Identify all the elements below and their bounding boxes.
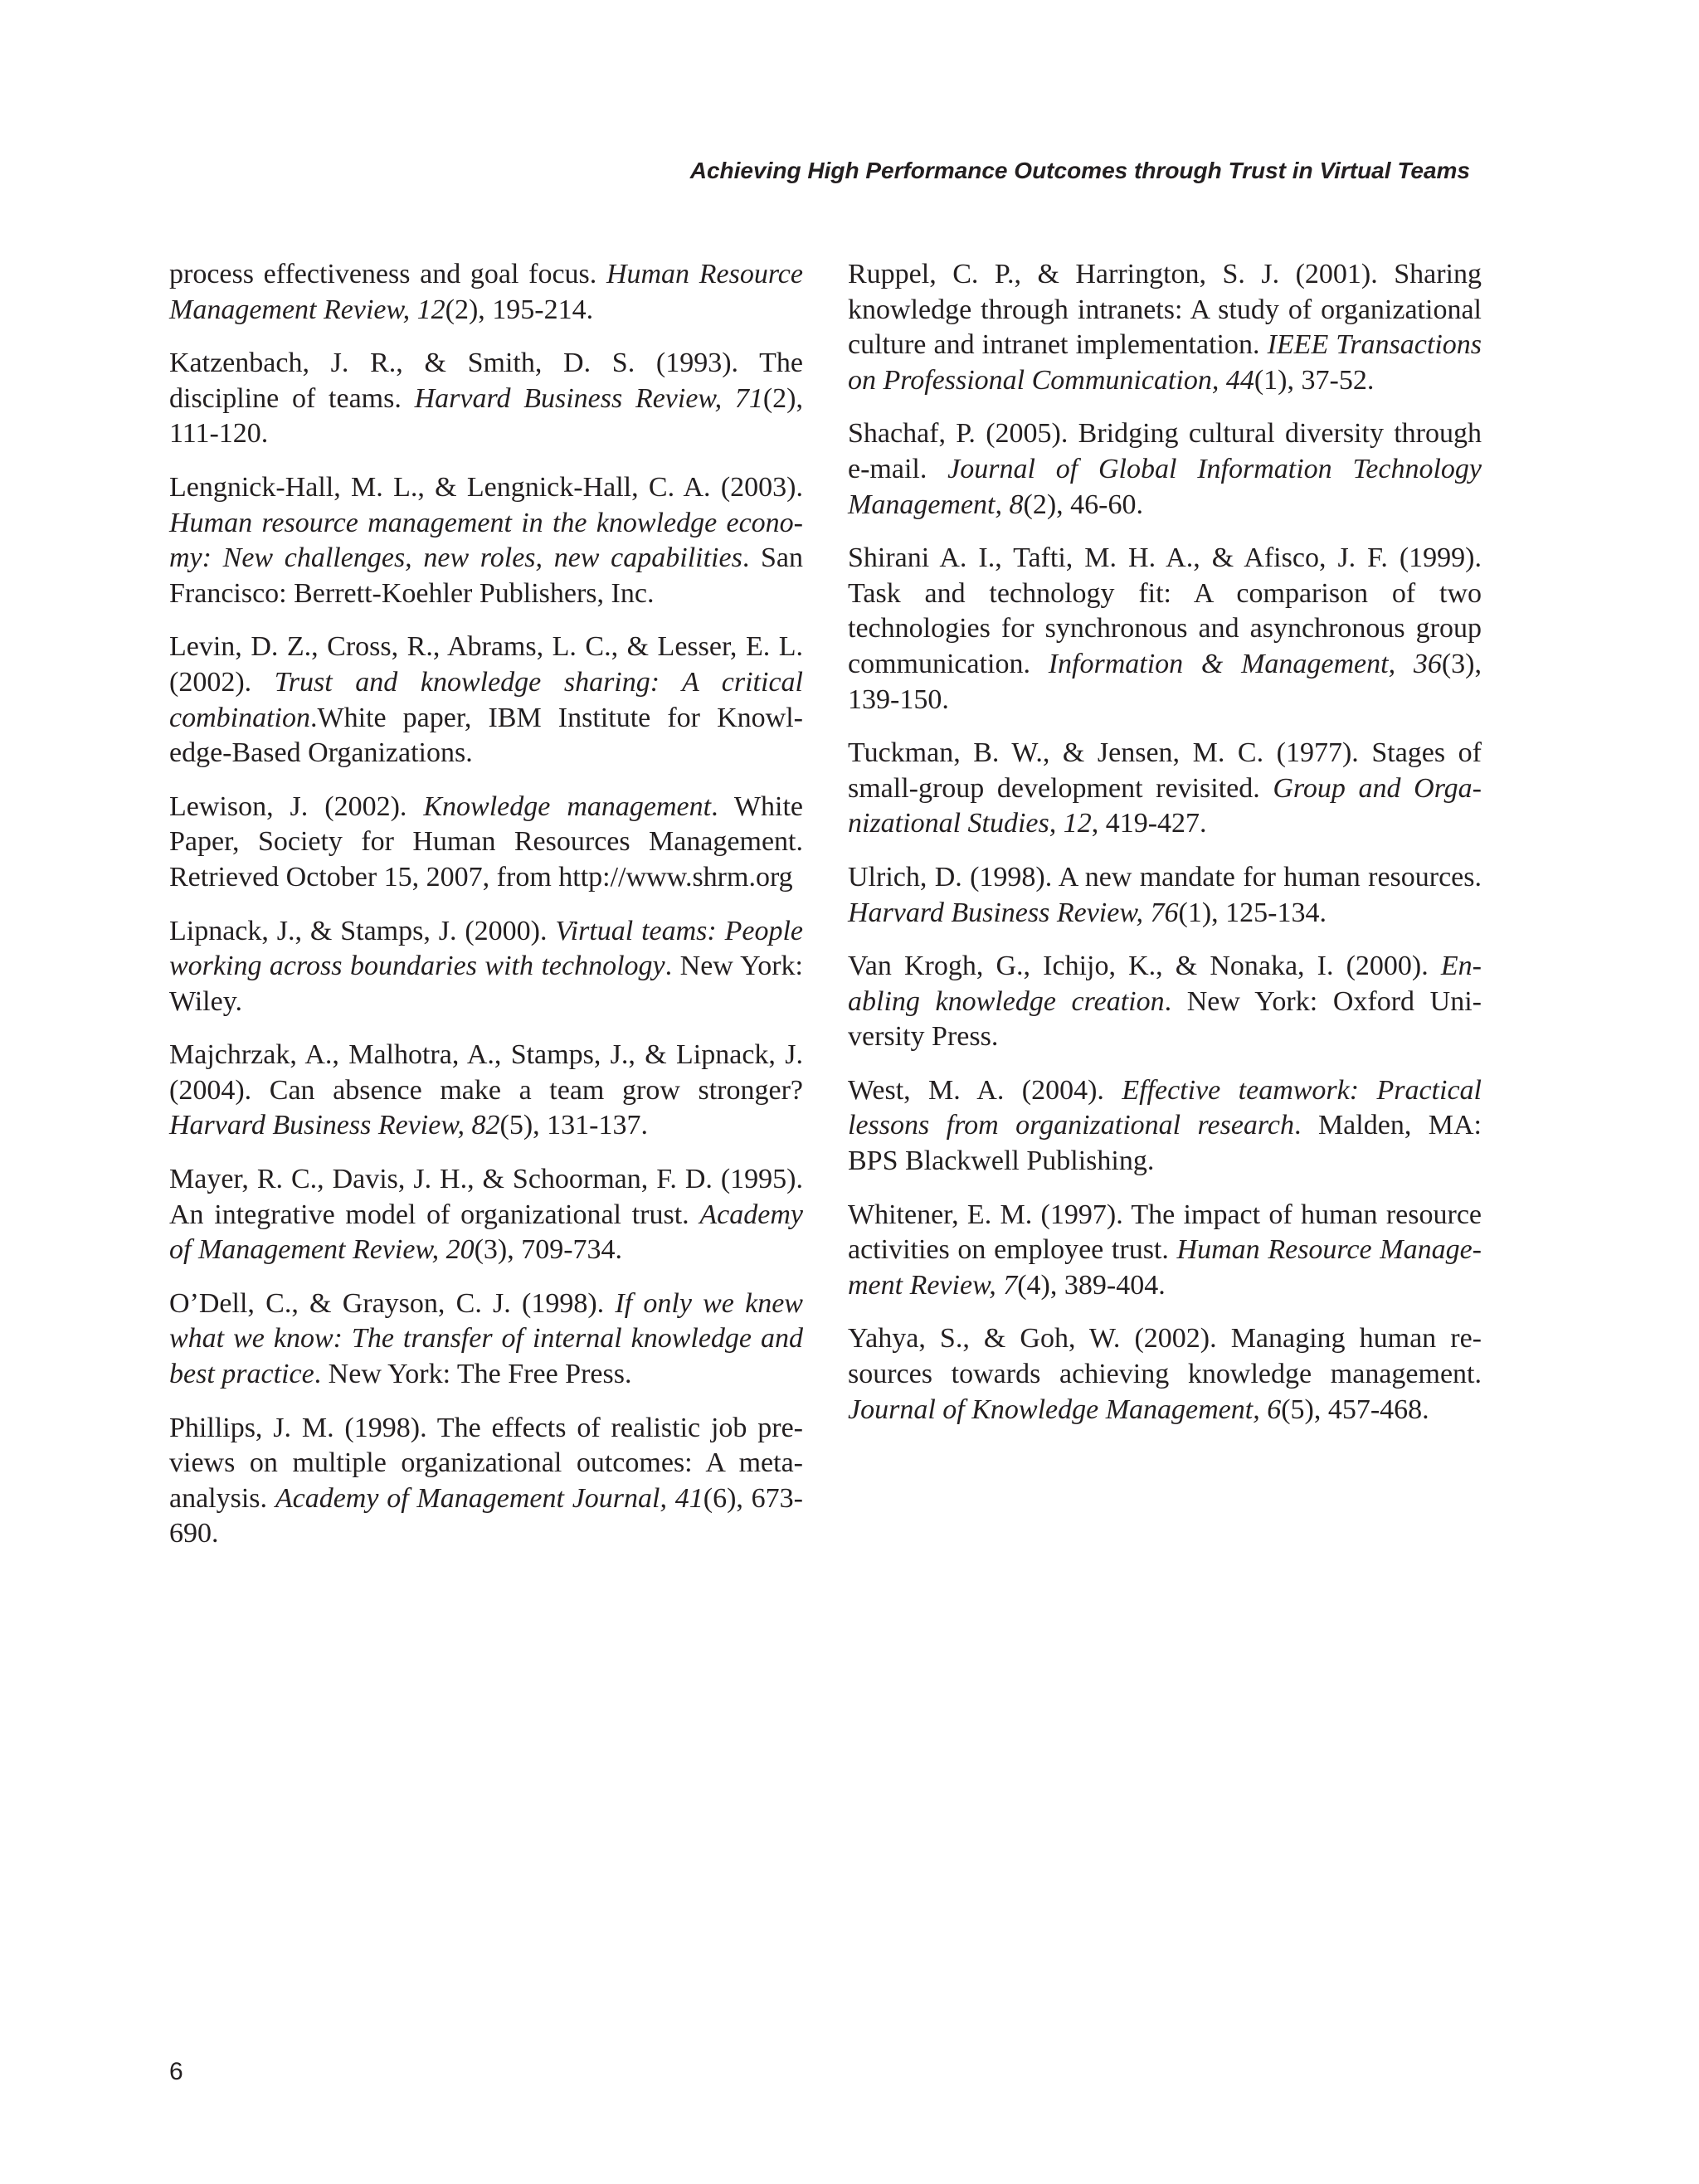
reference-source-italic: Academy of Management Journal, 41 [275, 1482, 703, 1514]
reference-text: (4), 389-404. [1017, 1269, 1166, 1301]
reference-text: (5), 131-137. [499, 1110, 648, 1141]
reference-text: O’Dell, C., & Grayson, C. J. (1998). [169, 1287, 616, 1319]
reference-text: . Malden, MA: BPS Blackwell Publishing. [848, 1110, 1482, 1177]
reference-text: Yahya, S., & Goh, W. (2002). Managing human resources towards achieving knowledge management. [848, 1323, 1482, 1390]
reference-text: (2), 195-214. [445, 294, 594, 325]
reference-entry [169, 346, 803, 452]
reference-text: (6), 673-690. [169, 1482, 803, 1549]
reference-source-italic: Group and Organizational Studies, 12 [848, 772, 1482, 839]
reference-text: . White Paper, Society for Human Resources Management. Retrieved October 15, 2007, from http://www.shrm.​org [169, 790, 803, 893]
reference-source-italic: Virtual teams: People working across boundaries with technology [169, 915, 803, 982]
reference-entry [848, 541, 1482, 717]
reference-text: West, M. A. (2004). [848, 1074, 1122, 1106]
reference-text: (5), 457-468. [1281, 1394, 1429, 1425]
reference-source-italic: Academy of Management Review, 20 [169, 1199, 803, 1266]
reference-entry [169, 630, 803, 771]
reference-text: Shirani A. I., Tafti, M. H. A., & Afisco, J. F. (1999). Task and technology fit: A comparison of two technologies for synchronous and asynchronous group communication. [848, 542, 1482, 679]
reference-source-italic: Human Resource Management Review, 12 [169, 259, 803, 325]
reference-source-italic: Knowledge management [423, 790, 712, 822]
reference-text: Shachaf, P. (2005). Bridging cultural diversity through e-mail. [848, 418, 1482, 484]
reference-text: Ulrich, D. (1998). A new mandate for human resources. [848, 861, 1482, 893]
reference-entry [848, 1321, 1482, 1428]
reference-entry [169, 470, 803, 611]
reference-source-italic: IEEE Transactions on Professional Communication, 44 [848, 329, 1482, 396]
reference-source-italic: Harvard Business Review, 76 [848, 897, 1179, 928]
reference-source-italic: Effective teamwork: Practical lessons from organizational research [848, 1074, 1482, 1141]
running-header: Achieving High Performance Outcomes through Trust in Virtual Teams [689, 158, 1470, 183]
reference-text: (2), 111-120. [169, 382, 803, 450]
reference-text: . New York: Wiley. [169, 951, 803, 1017]
reference-text: . New York: The Free Press. [314, 1359, 632, 1390]
reference-text: Levin, D. Z., Cross, R., Abrams, L. C., & Lesser, E. L. (2002). [169, 631, 803, 698]
reference-entry [169, 1038, 803, 1144]
reference-text: Majchrzak, A., Malhotra, A., Stamps, J., & Lipnack, J. (2004). Can absence make a team grow stronger? [169, 1039, 803, 1106]
reference-text: process effectiveness and goal focus. [169, 259, 606, 289]
reference-entry [848, 860, 1482, 931]
reference-text: Mayer, R. C., Davis, J. H., & Schoorman, F. D. (1995). An integrative model of organizational trust. [169, 1164, 803, 1230]
reference-entry [848, 949, 1482, 1055]
reference-source-italic: Human resource management in the knowledge economy: New challenges, new roles, new capabilities [169, 507, 803, 574]
reference-entry [848, 257, 1482, 398]
reference-text: Whitener, E. M. (1997). The impact of human resource activities on employee trust. [848, 1199, 1482, 1266]
reference-list-right-column [848, 257, 1482, 1446]
reference-list-left-column [169, 257, 803, 1570]
page-number: 6 [169, 2058, 183, 2085]
reference-entry [848, 736, 1482, 842]
reference-text: (3), 709-734. [474, 1234, 623, 1266]
reference-source-italic: Enabling knowledge creation [848, 951, 1482, 1017]
reference-text: Ruppel, C. P., & Harrington, S. J. (2001). Sharing knowledge through intranets: A study of organizational culture and intranet implementation. [848, 259, 1482, 361]
reference-entry [169, 257, 803, 328]
reference-entry [848, 416, 1482, 523]
reference-source-italic: Journal of Global Information Technology Management, 8 [848, 453, 1482, 520]
reference-text: . San Francisco: Berrett-Koehler Publishers, Inc. [169, 542, 804, 609]
reference-text: Lengnick-Hall, M. L., & Lengnick-Hall, C. A. (2003). [169, 471, 803, 503]
reference-source-italic: Information & Management, 36 [1048, 648, 1442, 679]
reference-entry [169, 1287, 803, 1393]
reference-entry [169, 1411, 803, 1552]
reference-entry [848, 1073, 1482, 1180]
reference-text: Tuckman, B. W., & Jensen, M. C. (1977). Stages of small-group development revisited. [848, 737, 1482, 804]
reference-text: Lewison, J. (2002). [169, 790, 424, 822]
reference-text: (2), 46-60. [1023, 489, 1143, 520]
reference-entry [169, 914, 803, 1020]
reference-text: (1), 37-52. [1254, 364, 1375, 396]
reference-text: Katzenbach, J. R., & Smith, D. S. (1993). The discipline of teams. [169, 348, 803, 414]
reference-source-italic: Trust and knowledge sharing: A critical combination [169, 666, 803, 733]
reference-text: Van Krogh, G., Ichijo, K., & Nonaka, I. (2000). [848, 951, 1441, 982]
reference-entry [848, 1198, 1482, 1304]
reference-text: , 419-427. [1091, 808, 1207, 839]
reference-entry [169, 790, 803, 896]
reference-source-italic: Journal of Knowledge Management, 6 [848, 1394, 1282, 1425]
reference-text: (1), 125-134. [1178, 897, 1327, 928]
reference-text: Phillips, J. M. (1998). The effects of realistic job previews on multiple organizational outcomes: A meta-analysis. [169, 1412, 803, 1514]
reference-text: (3), 139-150. [848, 648, 1482, 715]
reference-source-italic: Human Resource Management Review, 7 [848, 1234, 1482, 1301]
reference-text: Lipnack, J., & Stamps, J. (2000). [169, 915, 556, 946]
reference-source-italic: Harvard Business Review, 82 [169, 1110, 500, 1141]
reference-source-italic: Harvard Business Review, 71 [414, 382, 763, 414]
reference-text: .White paper, IBM Institute for Knowledge-Based Organizations. [169, 702, 803, 769]
reference-source-italic: If only we knew what we know: The transfer of internal knowledge and best practice [169, 1287, 803, 1390]
reference-entry [169, 1162, 803, 1268]
reference-text: . New York: Oxford University Press. [848, 985, 1482, 1053]
